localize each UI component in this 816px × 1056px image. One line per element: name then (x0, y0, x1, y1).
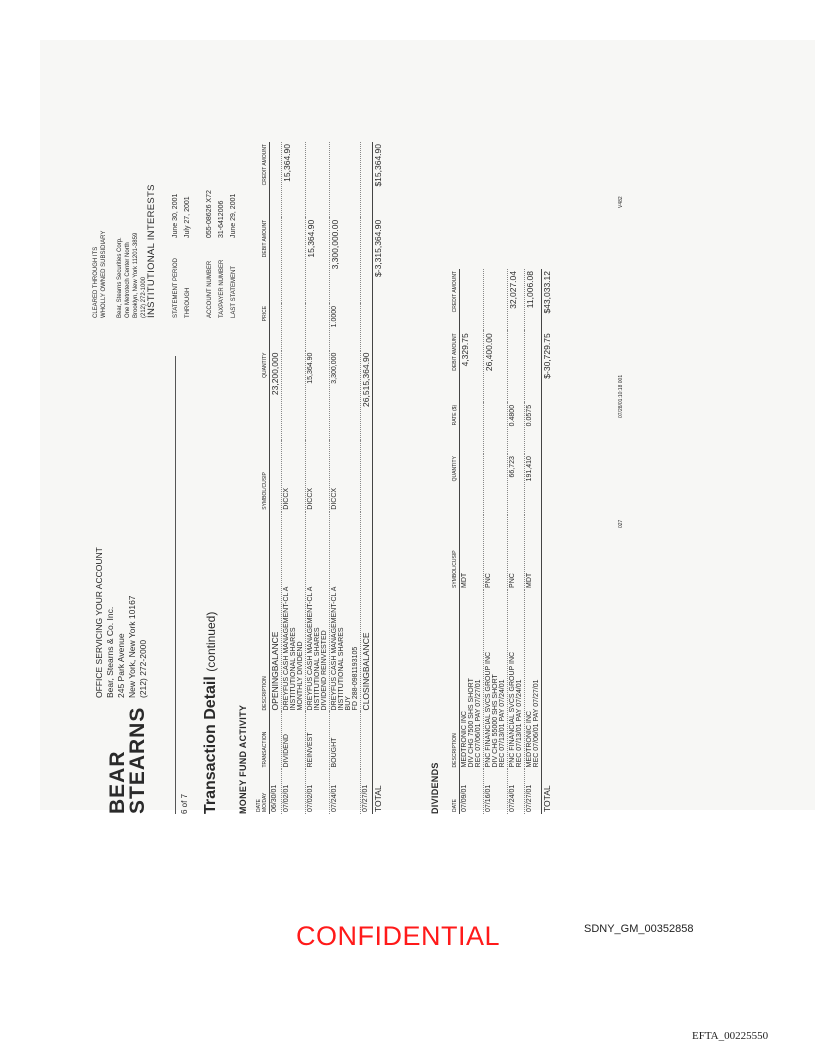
cell-date: 07/24/01 (508, 769, 525, 814)
cell-sym: DICCX (330, 441, 361, 512)
cell-debit (508, 331, 525, 403)
total-row (542, 269, 553, 814)
total-debit: $-3,315,364.90 (373, 218, 384, 304)
clearing-line: One Metrotech Center North (125, 242, 131, 318)
statement-value: 31-6412006 (218, 200, 225, 238)
column-header: QUANTITY (452, 454, 460, 515)
cell-qty (484, 454, 508, 515)
clearing-line: CLEARED THROUGH ITS (93, 246, 99, 318)
table-row (361, 142, 373, 814)
statement-row (206, 143, 213, 318)
column-header: CREDIT AMOUNT (256, 142, 270, 218)
page-number: 6 of 7 (180, 793, 189, 814)
cell-date: 07/09/01 (460, 769, 484, 814)
table-row (330, 142, 361, 814)
cell-desc: CLOSINGBALANCE (361, 512, 373, 713)
cell-credit: 11,006.08 (525, 269, 542, 331)
column-header: SYMBOL/CUSIP (256, 441, 270, 512)
cell-desc: OPENINGBALANCE (270, 512, 282, 713)
column-header: QUANTITY (256, 351, 270, 441)
cell-price (270, 304, 282, 351)
total-debit: $-30,729.75 (542, 331, 553, 403)
clearing-line: Brooklyn, New York 11201-3859 (133, 232, 139, 318)
statement-label: ACCOUNT NUMBER (207, 260, 213, 318)
cell-debit: 26,400.00 (484, 331, 508, 403)
total-row (373, 142, 384, 814)
cell-qty: 191,410 (525, 454, 542, 515)
cell-debit (270, 218, 282, 304)
header-rule (175, 356, 176, 814)
column-header: DATE (452, 769, 460, 814)
cell-sym (270, 441, 282, 512)
office-line: OFFICE SERVICING YOUR ACCOUNT (94, 547, 104, 698)
total-price (373, 304, 384, 351)
column-header: DEBIT AMOUNT (256, 218, 270, 304)
cell-rate (460, 403, 484, 454)
cell-txn: REINVEST (306, 712, 330, 769)
header-row (256, 142, 270, 814)
cell-credit: 32,027.04 (508, 269, 525, 331)
total-qty (373, 351, 384, 441)
cell-txn (270, 712, 282, 769)
page-title (202, 612, 220, 814)
cell-desc: MEDTRONIC INC REC 07/06/01 PAY 07/27/01 (525, 590, 542, 769)
cell-date: 07/27/01 (361, 770, 373, 815)
cell-desc: PNC FINANCIAL SVCS GROUP INC DIV CHG 55000 SHS SHORT REC 07/13/01 PAY 07/24/01 (484, 590, 508, 769)
table-row (460, 269, 484, 814)
statement-value: 055-08626 X72 (206, 190, 213, 238)
table-row (525, 269, 542, 814)
cell-sym: PNC (484, 515, 508, 590)
cell-credit (484, 269, 508, 331)
cell-desc: PNC FINANCIAL SVCS GROUP INC REC 07/13/01 PAY 07/24/01 (508, 590, 525, 769)
cell-desc: DREYFUS CASH MANAGEMENT-CL A INSTITUTIONAL SHARES BUY FD 288-0981193105 (330, 512, 361, 713)
total-txn (373, 712, 384, 769)
rotated-statement (90, 140, 630, 828)
logo-line-1: BEAR (106, 750, 129, 814)
statement-label: LAST STATEMENT (231, 265, 237, 318)
cell-desc: MEDTRONIC INC DIV CHG 7500 SHS SHORT REC 07/06/01 PAY 07/27/01 (460, 590, 484, 769)
cell-debit: 3,300,000.00 (330, 218, 361, 304)
clearing-line: (212) 272-1000 (141, 276, 147, 318)
title-suffix: (continued) (204, 611, 218, 672)
office-address (94, 547, 149, 698)
cell-desc: DREYFUS CASH MANAGEMENT-CL A INSTITUTIONAL SHARES MONTHLY DIVIDEND (282, 512, 306, 713)
cell-date: 07/27/01 (525, 769, 542, 814)
cell-sym: DICCX (306, 441, 330, 512)
total-credit: $15,364.90 (373, 142, 384, 218)
total-sym (373, 441, 384, 512)
confidential-stamp: CONFIDENTIAL (296, 921, 501, 951)
clearing-address (92, 231, 148, 318)
cell-price (361, 304, 373, 351)
money-fund-table (256, 142, 383, 814)
statement-label: THROUGH (185, 287, 191, 318)
footer-code-1: 027 (618, 519, 624, 528)
column-header: PRICE (256, 304, 270, 351)
clearing-line: Bear, Stearns Securities Corp. (117, 237, 123, 318)
dividends-table (452, 269, 552, 814)
footer-code-3: V482 (618, 196, 624, 208)
cell-qty: 23,200,000 (270, 351, 282, 441)
header-row (452, 269, 460, 814)
cell-qty: 66,723 (508, 454, 525, 515)
column-header: RATE ($) (452, 403, 460, 454)
cell-price (282, 304, 306, 351)
cell-debit: 15,364.90 (306, 218, 330, 304)
total-credit: $43,033.12 (542, 269, 553, 331)
cell-qty (460, 454, 484, 515)
statement-value: June 30, 2001 (172, 193, 179, 238)
cell-credit (270, 142, 282, 218)
cell-qty (282, 351, 306, 441)
cell-txn: BOUGHT (330, 712, 361, 769)
cell-debit (282, 218, 306, 304)
cell-sym (361, 441, 373, 512)
institutional-label: INSTITUTIONAL INTERESTS (146, 184, 157, 318)
money-fund-heading: MONEY FUND ACTIVITY (238, 704, 248, 814)
total-sym (542, 515, 553, 590)
cell-sym: DICCX (282, 441, 306, 512)
office-line: 245 Park Avenue (116, 633, 126, 698)
statement-value: July 27, 2001 (184, 196, 191, 238)
cell-desc: DREYFUS CASH MANAGEMENT-CL A INSTITUTIONAL SHARES DIVIDEND REINVESTED (306, 512, 330, 713)
table-row (306, 142, 330, 814)
column-header: DESCRIPTION (452, 590, 460, 769)
cell-credit: 15,364.90 (282, 142, 306, 218)
total-desc (373, 512, 384, 713)
cell-sym: PNC (508, 515, 525, 590)
cell-debit: 4,329.75 (460, 331, 484, 403)
total-rate (542, 403, 553, 454)
cell-sym: MDT (525, 515, 542, 590)
column-header: SYMBOL/CUSIP (452, 515, 460, 590)
column-header: DESCRIPTION (256, 512, 270, 713)
cell-date: 07/24/01 (330, 770, 361, 815)
total-date: TOTAL (542, 769, 553, 814)
cell-qty: 3,300,000 (330, 351, 361, 441)
table-row (508, 269, 525, 814)
table-row (270, 142, 282, 814)
clearing-line: WHOLLY OWNED SUBSIDIARY (101, 230, 107, 318)
statement-label: TAXPAYER NUMBER (219, 259, 225, 318)
statement-row (184, 143, 191, 318)
column-header: TRANSACTION (256, 712, 270, 769)
total-desc (542, 590, 553, 769)
office-line: (212) 272-2000 (138, 639, 148, 698)
table-row (484, 269, 508, 814)
bates-number: SDNY_GM_00352858 (584, 923, 694, 935)
statement-value: June 29, 2001 (230, 193, 237, 238)
cell-credit (330, 142, 361, 218)
cell-txn: DIVIDEND (282, 712, 306, 769)
efta-number: EFTA_00225550 (692, 1030, 769, 1042)
cell-debit (525, 331, 542, 403)
statement-row (230, 143, 237, 318)
office-line: Bear, Stearns & Co. Inc. (105, 606, 115, 698)
logo-line-2: STEARNS (126, 706, 149, 814)
title-text: Transaction Detail (202, 676, 219, 814)
cell-credit (306, 142, 330, 218)
cell-date: 07/16/01 (484, 769, 508, 814)
cell-rate (484, 403, 508, 454)
cell-credit (460, 269, 484, 331)
cell-date: 07/02/01 (306, 770, 330, 815)
dividends-heading: DIVIDENDS (430, 762, 440, 814)
cell-rate: 0.4800 (508, 403, 525, 454)
column-header: DATE MO/DAY (256, 770, 270, 815)
cell-qty: 26,515,364.90 (361, 351, 373, 441)
footer-code-2: 07/28/01:10:18 001 (618, 374, 624, 418)
bear-stearns-logo (108, 707, 148, 814)
table-row (282, 142, 306, 814)
column-header: DEBIT AMOUNT (452, 331, 460, 403)
clearing-line (108, 231, 116, 318)
cell-price (306, 304, 330, 351)
cell-date: 06/30/01 (270, 770, 282, 815)
cell-rate: 0.0575 (525, 403, 542, 454)
cell-credit (361, 142, 373, 218)
statement-label: STATEMENT PERIOD (173, 257, 179, 318)
cell-date: 07/02/01 (282, 770, 306, 815)
cell-qty: 15,364.90 (306, 351, 330, 441)
cell-price: 1.0000 (330, 304, 361, 351)
cell-txn (361, 712, 373, 769)
statement-row (172, 143, 179, 318)
total-qty (542, 454, 553, 515)
office-line: New York, New York 10167 (127, 595, 137, 698)
column-header: CREDIT AMOUNT (452, 269, 460, 331)
total-date: TOTAL (373, 770, 384, 815)
cell-debit (361, 218, 373, 304)
statement-row (218, 143, 225, 318)
cell-sym: MDT (460, 515, 484, 590)
